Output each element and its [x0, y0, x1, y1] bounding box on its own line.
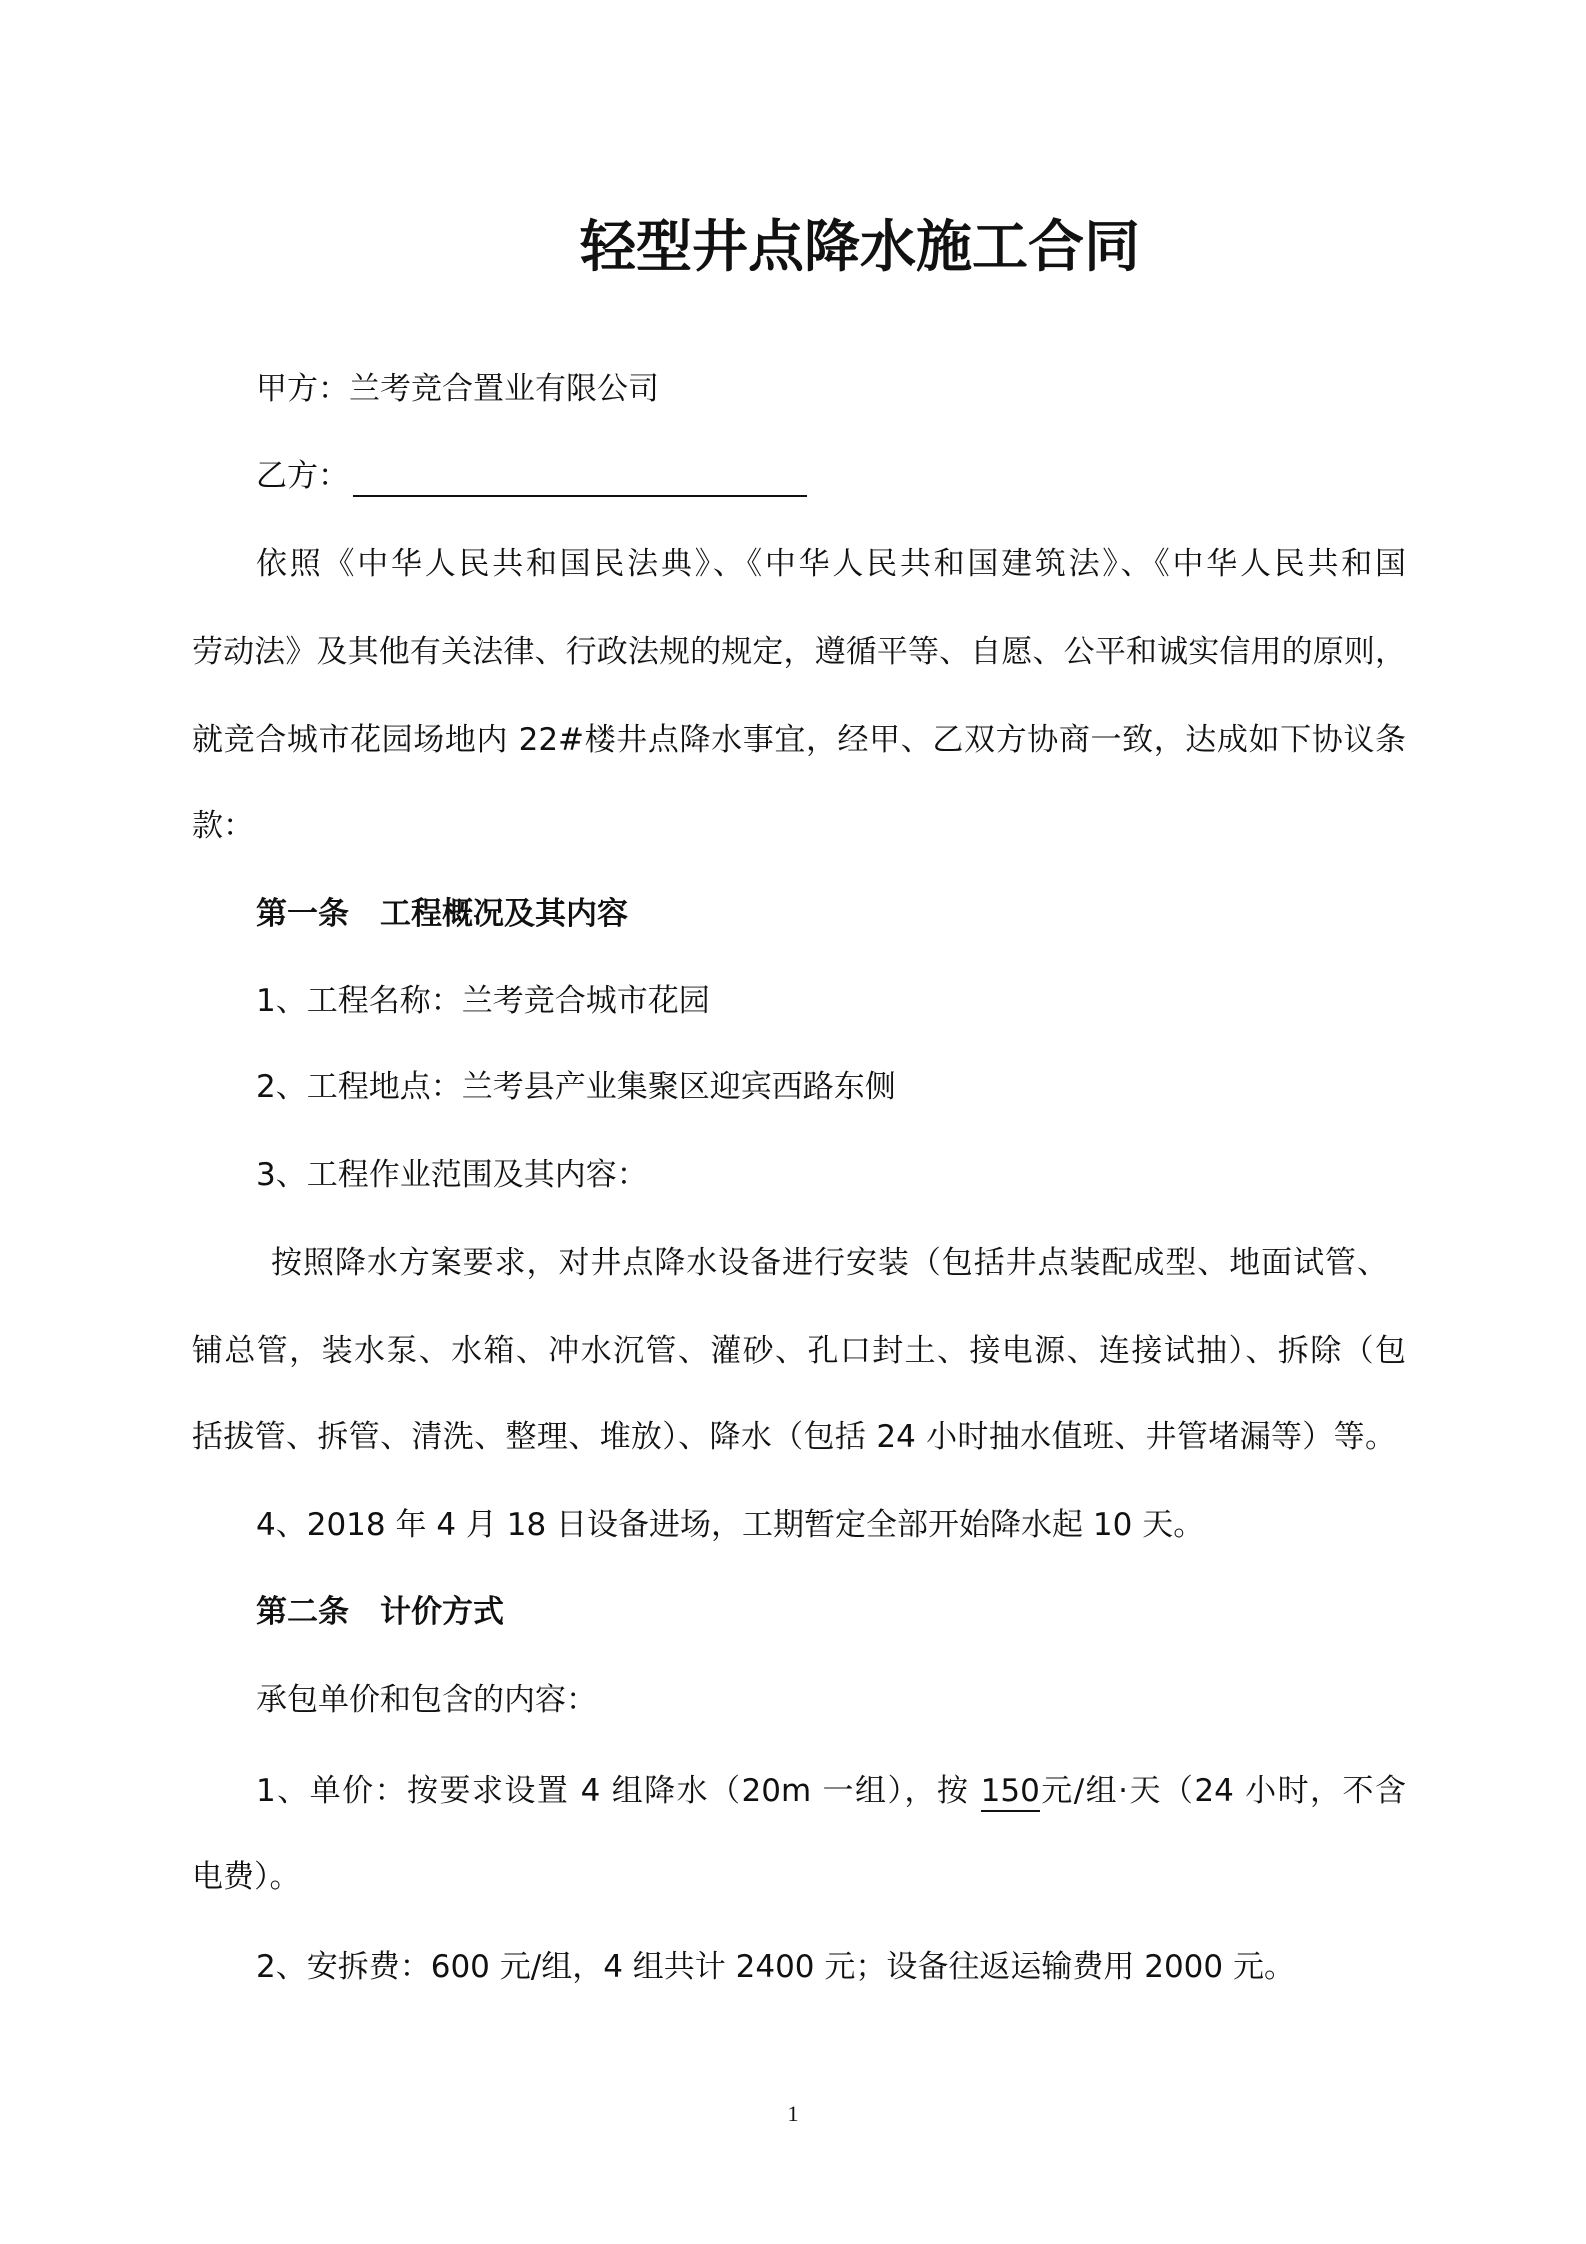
article-2-title: 计价方式	[380, 1594, 504, 1630]
article-1-item-4: 4、2018 年 4 月 18 日设备进场，工期暂定全部开始降水起 10 天。	[256, 1507, 1205, 1543]
article-2-number: 第二条	[256, 1594, 349, 1630]
scope-line: 铺总管，装水泵、水箱、冲水沉管、灌砂、孔口封土、接电源、连接试抽）、拆除（包	[192, 1333, 1406, 1369]
party-b-label: 乙方：	[256, 458, 349, 494]
article-1-title: 工程概况及其内容	[380, 896, 628, 932]
page-number: 1	[787, 2101, 799, 2126]
preamble-line: 就竞合城市花园场地内 22#楼井点降水事宜，经甲、乙双方协商一致，达成如下协议条	[192, 722, 1406, 758]
unit-price-continuation: 电费）。	[192, 1859, 301, 1895]
unit-price-text-before: 1、单价：按要求设置 4 组降水（20m 一组），按	[256, 1773, 981, 1809]
scope-line: 按照降水方案要求，对井点降水设备进行安装（包括井点装配成型、地面试管、	[271, 1245, 1388, 1281]
preamble-line: 劳动法》及其他有关法律、行政法规的规定，遵循平等、自愿、公平和诚实信用的原则，	[192, 634, 1406, 670]
article-1-item: 1、工程名称：兰考竞合城市花园	[256, 983, 710, 1019]
preamble-line: 款：	[192, 808, 254, 844]
unit-price-text-after: 元/组·天（24 小时，不含	[1039, 1773, 1406, 1809]
article-1-item: 3、工程作业范围及其内容：	[256, 1157, 648, 1193]
article-1-number: 第一条	[256, 896, 349, 932]
unit-price-line	[256, 1769, 1406, 1813]
article-1-item: 2、工程地点：兰考县产业集聚区迎宾西路东侧	[256, 1069, 896, 1105]
article-2-intro: 承包单价和包含的内容：	[256, 1682, 597, 1718]
party-a: 甲方：兰考竞合置业有限公司	[256, 371, 659, 407]
unit-price-value: 150	[981, 1773, 1040, 1812]
article-1-heading	[256, 892, 628, 936]
document-title: 轻型井点降水施工合同	[580, 215, 1140, 280]
install-fee-line: 2、安拆费：600 元/组，4 组共计 2400 元；设备往返运输费用 2000 元。	[256, 1949, 1295, 1985]
party-b-blank-line	[353, 495, 807, 497]
preamble-line: 依照《中华人民共和国民法典》、《中华人民共和国建筑法》、《中华人民共和国	[256, 546, 1406, 582]
article-2-heading	[256, 1590, 504, 1634]
scope-line: 括拔管、拆管、清洗、整理、堆放）、降水（包括 24 小时抽水值班、井管堵漏等）等。	[192, 1419, 1396, 1455]
